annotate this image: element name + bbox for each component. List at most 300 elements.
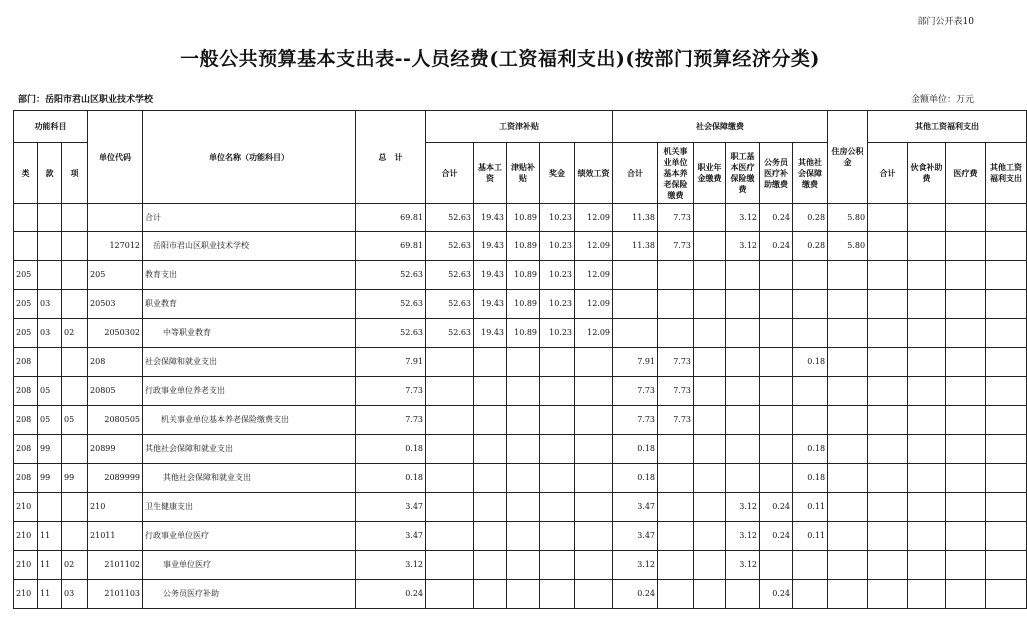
unit-name-cell: 行政事业单位医疗 xyxy=(143,522,356,551)
amount-cell xyxy=(828,464,868,493)
amount-cell xyxy=(760,319,793,348)
amount-cell xyxy=(793,580,828,609)
amount-cell xyxy=(575,580,613,609)
amount-cell: 0.18 xyxy=(356,435,426,464)
other-group-header: 其他工资福利支出 xyxy=(868,111,1027,143)
lei-cell: 210 xyxy=(14,493,38,522)
amount-cell xyxy=(828,406,868,435)
amount-cell: 10.23 xyxy=(540,290,575,319)
amount-cell xyxy=(908,377,946,406)
amount-cell: 10.23 xyxy=(540,232,575,261)
amount-cell xyxy=(946,348,986,377)
func-subject-header: 功能科目 xyxy=(14,111,88,143)
amount-cell: 10.89 xyxy=(507,290,540,319)
amount-cell xyxy=(793,551,828,580)
amount-cell xyxy=(868,406,908,435)
amount-cell: 7.73 xyxy=(658,406,694,435)
amount-cell: 11.38 xyxy=(613,204,658,232)
amount-cell xyxy=(868,290,908,319)
amount-cell xyxy=(946,290,986,319)
amount-cell: 19.43 xyxy=(474,319,507,348)
amount-cell xyxy=(426,406,474,435)
amount-cell xyxy=(760,261,793,290)
other-col-header: 伙食补助费 xyxy=(908,143,946,204)
amount-cell xyxy=(946,377,986,406)
amount-cell: 0.24 xyxy=(613,580,658,609)
amount-cell: 19.43 xyxy=(474,204,507,232)
amount-cell xyxy=(426,580,474,609)
total-header: 总 计 xyxy=(356,111,426,204)
table-row xyxy=(14,348,1027,377)
amount-cell xyxy=(540,435,575,464)
amount-cell xyxy=(946,232,986,261)
amount-cell xyxy=(575,348,613,377)
amount-cell xyxy=(868,580,908,609)
amount-cell: 7.73 xyxy=(658,232,694,261)
amount-cell xyxy=(868,261,908,290)
amount-cell: 0.18 xyxy=(793,348,828,377)
social-group-header: 社会保障缴费 xyxy=(613,111,828,143)
other-col-header: 合计 xyxy=(868,143,908,204)
xiang-cell: 99 xyxy=(62,464,88,493)
table-body xyxy=(14,204,1027,609)
amount-cell xyxy=(658,290,694,319)
amount-cell: 12.09 xyxy=(575,290,613,319)
amount-cell xyxy=(540,377,575,406)
amount-cell xyxy=(760,551,793,580)
amount-cell: 7.73 xyxy=(658,204,694,232)
table-row xyxy=(14,580,1027,609)
unit-code-cell xyxy=(88,204,143,232)
amount-cell xyxy=(613,261,658,290)
amount-cell xyxy=(828,435,868,464)
salary-group-header: 工资津补贴 xyxy=(426,111,613,143)
amount-cell: 3.12 xyxy=(726,232,760,261)
amount-cell xyxy=(474,377,507,406)
xiang-cell xyxy=(62,232,88,261)
amount-cell xyxy=(658,522,694,551)
amount-cell: 12.09 xyxy=(575,261,613,290)
amount-cell xyxy=(507,348,540,377)
amount-cell xyxy=(694,319,726,348)
amount-cell: 3.12 xyxy=(726,493,760,522)
table-row xyxy=(14,232,1027,261)
amount-cell xyxy=(726,290,760,319)
amount-cell: 0.24 xyxy=(760,522,793,551)
amount-cell xyxy=(474,493,507,522)
amount-cell xyxy=(793,261,828,290)
amount-cell xyxy=(474,464,507,493)
other-col-header: 医疗费 xyxy=(946,143,986,204)
amount-cell xyxy=(507,377,540,406)
amount-cell xyxy=(507,551,540,580)
lei-cell xyxy=(14,232,38,261)
amount-cell xyxy=(507,435,540,464)
amount-cell xyxy=(575,377,613,406)
amount-cell: 19.43 xyxy=(474,232,507,261)
unit-name-cell: 事业单位医疗 xyxy=(143,551,356,580)
amount-cell xyxy=(474,435,507,464)
table-row xyxy=(14,493,1027,522)
amount-cell xyxy=(986,290,1027,319)
amount-cell xyxy=(426,551,474,580)
unit-name-cell: 社会保障和就业支出 xyxy=(143,348,356,377)
amount-cell xyxy=(726,377,760,406)
amount-cell xyxy=(575,522,613,551)
amount-cell xyxy=(793,377,828,406)
amount-cell xyxy=(793,406,828,435)
amount-cell: 19.43 xyxy=(474,261,507,290)
other-col-header: 其他工资福利支出 xyxy=(986,143,1027,204)
amount-cell xyxy=(908,435,946,464)
amount-cell: 7.73 xyxy=(613,406,658,435)
xiang-cell xyxy=(62,290,88,319)
amount-cell xyxy=(760,377,793,406)
xiang-cell: 02 xyxy=(62,319,88,348)
amount-cell xyxy=(908,204,946,232)
amount-cell: 0.11 xyxy=(793,522,828,551)
amount-cell xyxy=(474,348,507,377)
amount-cell xyxy=(868,493,908,522)
lei-cell: 208 xyxy=(14,348,38,377)
amount-cell xyxy=(908,406,946,435)
amount-cell xyxy=(575,435,613,464)
amount-cell xyxy=(694,348,726,377)
unit-code-cell: 127012 xyxy=(88,232,143,261)
unit-name-cell: 其他社会保障和就业支出 xyxy=(143,435,356,464)
amount-cell: 12.09 xyxy=(575,232,613,261)
amount-cell: 10.89 xyxy=(507,232,540,261)
amount-cell: 0.28 xyxy=(793,204,828,232)
salary-col-header: 绩效工资 xyxy=(575,143,613,204)
amount-cell xyxy=(540,348,575,377)
amount-cell: 0.18 xyxy=(356,464,426,493)
amount-cell xyxy=(946,464,986,493)
unit-code-cell: 21011 xyxy=(88,522,143,551)
amount-cell xyxy=(694,204,726,232)
amount-cell xyxy=(540,551,575,580)
amount-cell xyxy=(793,319,828,348)
amount-cell xyxy=(868,348,908,377)
amount-cell: 7.91 xyxy=(356,348,426,377)
amount-cell: 0.24 xyxy=(760,204,793,232)
amount-cell xyxy=(868,464,908,493)
amount-cell xyxy=(694,493,726,522)
amount-cell: 3.47 xyxy=(356,493,426,522)
amount-cell: 0.24 xyxy=(760,232,793,261)
lei-cell: 205 xyxy=(14,290,38,319)
amount-cell xyxy=(426,435,474,464)
amount-cell: 7.73 xyxy=(613,377,658,406)
amount-cell xyxy=(986,551,1027,580)
lei-cell: 208 xyxy=(14,406,38,435)
amount-cell xyxy=(986,493,1027,522)
unit-name-cell: 卫生健康支出 xyxy=(143,493,356,522)
kuan-cell: 11 xyxy=(38,580,62,609)
lei-cell: 205 xyxy=(14,319,38,348)
unit-code-header: 单位代码 xyxy=(88,111,143,204)
amount-cell xyxy=(575,406,613,435)
amount-cell: 52.63 xyxy=(426,232,474,261)
amount-cell xyxy=(828,261,868,290)
amount-cell xyxy=(658,435,694,464)
amount-cell: 10.23 xyxy=(540,261,575,290)
amount-cell xyxy=(946,406,986,435)
xiang-cell xyxy=(62,522,88,551)
unit-code-cell: 2089999 xyxy=(88,464,143,493)
amount-cell: 3.12 xyxy=(726,204,760,232)
amount-cell: 7.91 xyxy=(613,348,658,377)
amount-cell xyxy=(540,580,575,609)
amount-cell xyxy=(908,290,946,319)
amount-cell xyxy=(694,464,726,493)
social-col-header: 职工基本医疗保险缴费 xyxy=(726,143,760,204)
amount-cell: 3.47 xyxy=(356,522,426,551)
kuan-cell xyxy=(38,348,62,377)
amount-cell xyxy=(658,580,694,609)
amount-cell: 0.24 xyxy=(760,493,793,522)
social-col-header: 职业年金缴费 xyxy=(694,143,726,204)
amount-cell xyxy=(946,580,986,609)
social-col-header: 其他社会保障缴费 xyxy=(793,143,828,204)
amount-cell: 52.63 xyxy=(356,261,426,290)
amount-cell: 52.63 xyxy=(426,290,474,319)
kuan-cell: 11 xyxy=(38,522,62,551)
amount-cell: 10.89 xyxy=(507,319,540,348)
amount-cell xyxy=(868,377,908,406)
amount-cell: 10.89 xyxy=(507,204,540,232)
amount-cell xyxy=(540,493,575,522)
lei-cell: 210 xyxy=(14,551,38,580)
amount-cell xyxy=(986,580,1027,609)
kuan-header: 款 xyxy=(38,143,62,204)
amount-cell xyxy=(946,319,986,348)
amount-cell xyxy=(658,319,694,348)
amount-cell xyxy=(507,580,540,609)
table-row xyxy=(14,551,1027,580)
amount-cell xyxy=(868,232,908,261)
amount-cell: 52.63 xyxy=(426,319,474,348)
unit-name-cell: 中等职业教育 xyxy=(143,319,356,348)
amount-cell xyxy=(946,493,986,522)
amount-cell xyxy=(426,493,474,522)
page-title: 一般公共预算基本支出表--人员经费(工资福利支出)(按部门预算经济分类) xyxy=(180,48,820,70)
amount-cell xyxy=(760,348,793,377)
amount-cell xyxy=(868,204,908,232)
table-row xyxy=(14,406,1027,435)
amount-cell xyxy=(726,464,760,493)
unit-code-cell: 205 xyxy=(88,261,143,290)
kuan-cell: 03 xyxy=(38,319,62,348)
lei-cell: 210 xyxy=(14,580,38,609)
amount-cell xyxy=(694,377,726,406)
amount-cell xyxy=(474,551,507,580)
kuan-cell: 03 xyxy=(38,290,62,319)
amount-cell xyxy=(908,261,946,290)
amount-cell xyxy=(986,319,1027,348)
department-label: 部门：岳阳市君山区职业技术学校 xyxy=(18,95,154,105)
xiang-cell xyxy=(62,204,88,232)
unit-code-cell: 20805 xyxy=(88,377,143,406)
amount-cell xyxy=(694,435,726,464)
amount-unit-label: 金额单位：万元 xyxy=(910,95,974,105)
amount-cell xyxy=(726,580,760,609)
amount-cell xyxy=(760,290,793,319)
amount-cell xyxy=(908,319,946,348)
amount-cell xyxy=(908,493,946,522)
unit-name-header: 单位名称（功能科目） xyxy=(143,111,356,204)
amount-cell xyxy=(986,261,1027,290)
unit-code-cell: 2101102 xyxy=(88,551,143,580)
xiang-cell xyxy=(62,348,88,377)
unit-code-cell: 2050302 xyxy=(88,319,143,348)
amount-cell xyxy=(828,319,868,348)
table-row xyxy=(14,464,1027,493)
amount-cell: 52.63 xyxy=(426,261,474,290)
lei-cell: 208 xyxy=(14,435,38,464)
amount-cell xyxy=(694,232,726,261)
amount-cell xyxy=(726,319,760,348)
lei-cell: 210 xyxy=(14,522,38,551)
amount-cell: 3.47 xyxy=(613,493,658,522)
amount-cell xyxy=(658,493,694,522)
amount-cell xyxy=(828,580,868,609)
amount-cell xyxy=(946,522,986,551)
amount-cell: 19.43 xyxy=(474,290,507,319)
amount-cell xyxy=(694,522,726,551)
xiang-cell: 02 xyxy=(62,551,88,580)
kuan-cell: 05 xyxy=(38,377,62,406)
amount-cell: 7.73 xyxy=(658,377,694,406)
amount-cell xyxy=(658,464,694,493)
amount-cell xyxy=(426,522,474,551)
amount-cell xyxy=(986,522,1027,551)
unit-name-cell: 职业教育 xyxy=(143,290,356,319)
unit-name-cell: 机关事业单位基本养老保险缴费支出 xyxy=(143,406,356,435)
amount-cell xyxy=(658,261,694,290)
table-row xyxy=(14,522,1027,551)
budget-table xyxy=(13,110,1027,609)
table-row xyxy=(14,290,1027,319)
kuan-cell: 05 xyxy=(38,406,62,435)
xiang-cell xyxy=(62,377,88,406)
xiang-header: 项 xyxy=(62,143,88,204)
amount-cell: 0.18 xyxy=(613,435,658,464)
salary-col-header: 奖金 xyxy=(540,143,575,204)
amount-cell xyxy=(908,551,946,580)
amount-cell xyxy=(474,406,507,435)
amount-cell xyxy=(868,522,908,551)
amount-cell xyxy=(760,464,793,493)
amount-cell xyxy=(946,551,986,580)
amount-cell xyxy=(986,435,1027,464)
table-row xyxy=(14,261,1027,290)
amount-cell: 0.24 xyxy=(760,580,793,609)
amount-cell: 52.63 xyxy=(356,290,426,319)
amount-cell: 12.09 xyxy=(575,319,613,348)
amount-cell xyxy=(426,464,474,493)
amount-cell xyxy=(474,580,507,609)
amount-cell xyxy=(507,493,540,522)
amount-cell: 69.81 xyxy=(356,232,426,261)
amount-cell: 11.38 xyxy=(613,232,658,261)
amount-cell xyxy=(426,377,474,406)
unit-code-cell: 2080505 xyxy=(88,406,143,435)
amount-cell xyxy=(540,522,575,551)
lei-cell: 205 xyxy=(14,261,38,290)
social-col-header: 合计 xyxy=(613,143,658,204)
table-row xyxy=(14,377,1027,406)
amount-cell xyxy=(540,406,575,435)
amount-cell xyxy=(986,464,1027,493)
amount-cell: 3.12 xyxy=(726,551,760,580)
amount-cell xyxy=(760,406,793,435)
amount-cell xyxy=(507,464,540,493)
social-col-header: 机关事业单位基本养老保险缴费 xyxy=(658,143,694,204)
amount-cell: 5.80 xyxy=(828,232,868,261)
amount-cell xyxy=(828,493,868,522)
amount-cell xyxy=(868,435,908,464)
lei-cell: 208 xyxy=(14,377,38,406)
amount-cell xyxy=(426,348,474,377)
amount-cell: 10.23 xyxy=(540,204,575,232)
xiang-cell xyxy=(62,493,88,522)
amount-cell xyxy=(828,377,868,406)
amount-cell: 7.73 xyxy=(356,406,426,435)
amount-cell xyxy=(908,580,946,609)
unit-name-cell: 公务员医疗补助 xyxy=(143,580,356,609)
amount-cell xyxy=(946,435,986,464)
table-row xyxy=(14,319,1027,348)
housing-fund-header: 住房公积金 xyxy=(828,111,868,204)
amount-cell: 3.12 xyxy=(356,551,426,580)
amount-cell xyxy=(726,348,760,377)
xiang-cell: 03 xyxy=(62,580,88,609)
amount-cell xyxy=(793,290,828,319)
amount-cell xyxy=(726,406,760,435)
unit-code-cell: 20503 xyxy=(88,290,143,319)
amount-cell xyxy=(986,406,1027,435)
unit-name-cell: 岳阳市君山区职业技术学校 xyxy=(143,232,356,261)
amount-cell xyxy=(694,406,726,435)
amount-cell: 52.63 xyxy=(426,204,474,232)
unit-name-cell: 合计 xyxy=(143,204,356,232)
table-row xyxy=(14,435,1027,464)
amount-cell xyxy=(908,464,946,493)
amount-cell xyxy=(694,290,726,319)
unit-name-cell: 行政事业单位养老支出 xyxy=(143,377,356,406)
salary-col-header: 合计 xyxy=(426,143,474,204)
kuan-cell: 99 xyxy=(38,464,62,493)
unit-code-cell: 2101103 xyxy=(88,580,143,609)
amount-cell xyxy=(760,435,793,464)
kuan-cell xyxy=(38,261,62,290)
amount-cell: 0.28 xyxy=(793,232,828,261)
amount-cell xyxy=(868,551,908,580)
amount-cell xyxy=(828,348,868,377)
amount-cell: 3.12 xyxy=(726,522,760,551)
amount-cell xyxy=(986,232,1027,261)
amount-cell xyxy=(726,261,760,290)
amount-cell: 0.18 xyxy=(793,464,828,493)
amount-cell xyxy=(726,435,760,464)
amount-cell: 5.80 xyxy=(828,204,868,232)
amount-cell: 0.18 xyxy=(793,435,828,464)
amount-cell xyxy=(694,580,726,609)
kuan-cell: 99 xyxy=(38,435,62,464)
amount-cell: 12.09 xyxy=(575,204,613,232)
amount-cell xyxy=(986,204,1027,232)
